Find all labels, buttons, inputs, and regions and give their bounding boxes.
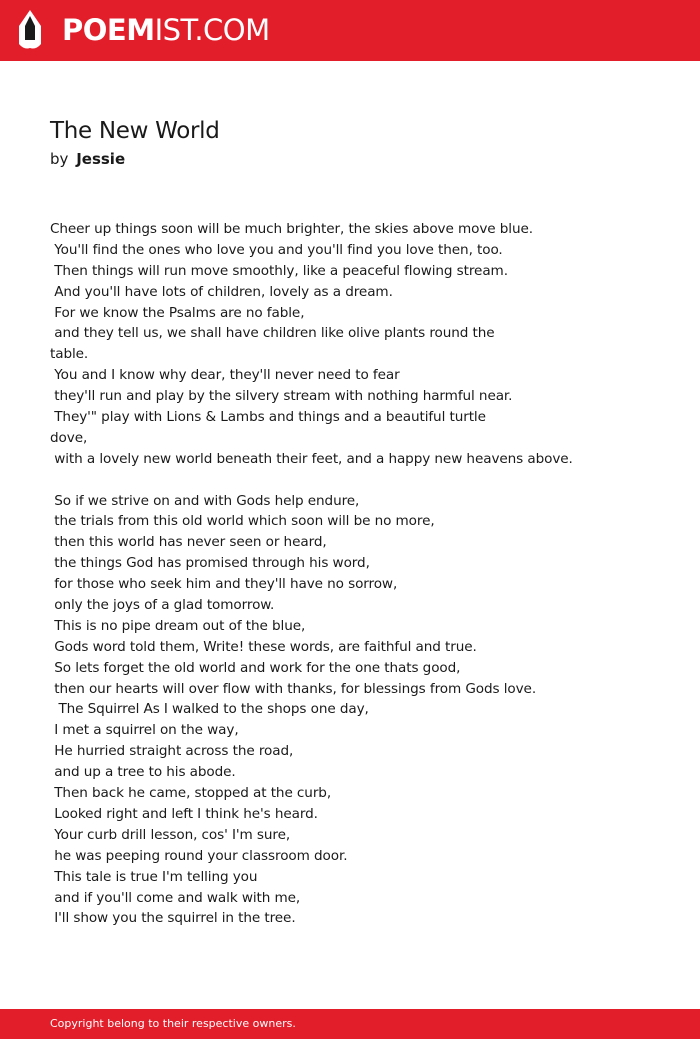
- brand-bold: POEM: [62, 13, 155, 47]
- poem-line: Looked right and left I think he's heard.: [50, 805, 318, 822]
- poem-line: Then things will run move smoothly, like a peaceful flowing stream.: [50, 262, 508, 279]
- poem-body: [50, 219, 670, 929]
- poem-line: and they tell us, we shall have children like olive plants round the: [50, 325, 495, 342]
- pencil-icon[interactable]: [18, 10, 42, 50]
- poem-line: he was peeping round your classroom door.: [50, 847, 348, 864]
- poem-line: For we know the Psalms are no fable,: [50, 304, 305, 321]
- by-label: by: [50, 150, 69, 168]
- site-logo-text[interactable]: [62, 12, 270, 48]
- poem-line: The Squirrel As I walked to the shops one day,: [50, 701, 369, 718]
- author-name[interactable]: Jessie: [76, 150, 126, 168]
- site-footer: [0, 1009, 700, 1039]
- poem-line: dove,: [50, 429, 88, 446]
- poem-line: They'" play with Lions & Lambs and things and a beautiful turtle: [50, 409, 486, 426]
- poem-line: for those who seek him and they'll have no sorrow,: [50, 576, 398, 593]
- site-header: [0, 0, 700, 61]
- poem-line: the things God has promised through his word,: [50, 555, 370, 572]
- poem-line: And you'll have lots of children, lovely as a dream.: [50, 283, 393, 300]
- poem-line: Cheer up things soon will be much brighter, the skies above move blue.: [50, 221, 533, 237]
- poem-line: [50, 470, 670, 491]
- poem-line: then this world has never seen or heard,: [50, 534, 327, 551]
- poem-line: only the joys of a glad tomorrow.: [50, 597, 275, 614]
- poem-line: and if you'll come and walk with me,: [50, 889, 301, 906]
- brand-light: IST.COM: [154, 13, 270, 47]
- poem-line: You and I know why dear, they'll never need to fear: [50, 367, 400, 384]
- poem-line: then our hearts will over flow with thanks, for blessings from Gods love.: [50, 680, 537, 697]
- poem-line: I met a squirrel on the way,: [50, 722, 239, 739]
- poem-title: The New World: [50, 118, 220, 144]
- poem-line: table.: [50, 346, 89, 363]
- poem-line: with a lovely new world beneath their feet, and a happy new heavens above.: [50, 450, 573, 467]
- poem-line: This is no pipe dream out of the blue,: [50, 617, 306, 634]
- poem-line: This tale is true I'm telling you: [50, 868, 258, 885]
- poem-line: So lets forget the old world and work for the one thats good,: [50, 659, 461, 676]
- byline: [50, 149, 125, 169]
- poem-line: and up a tree to his abode.: [50, 764, 236, 781]
- poem-line: Gods word told them, Write! these words, are faithful and true.: [50, 638, 477, 655]
- copyright-text: Copyright belong to their respective owners.: [50, 1017, 296, 1030]
- poem-line: You'll find the ones who love you and you'll find you love then, too.: [50, 241, 503, 258]
- poem-line: Your curb drill lesson, cos' I'm sure,: [50, 826, 291, 843]
- poem-line: the trials from this old world which soon will be no more,: [50, 513, 435, 530]
- poem-line: Then back he came, stopped at the curb,: [50, 785, 332, 802]
- poem-line: they'll run and play by the silvery stream with nothing harmful near.: [50, 388, 513, 405]
- poem-line: So if we strive on and with Gods help endure,: [50, 492, 360, 509]
- poem-line: I'll show you the squirrel in the tree.: [50, 910, 296, 927]
- poem-line: He hurried straight across the road,: [50, 743, 294, 760]
